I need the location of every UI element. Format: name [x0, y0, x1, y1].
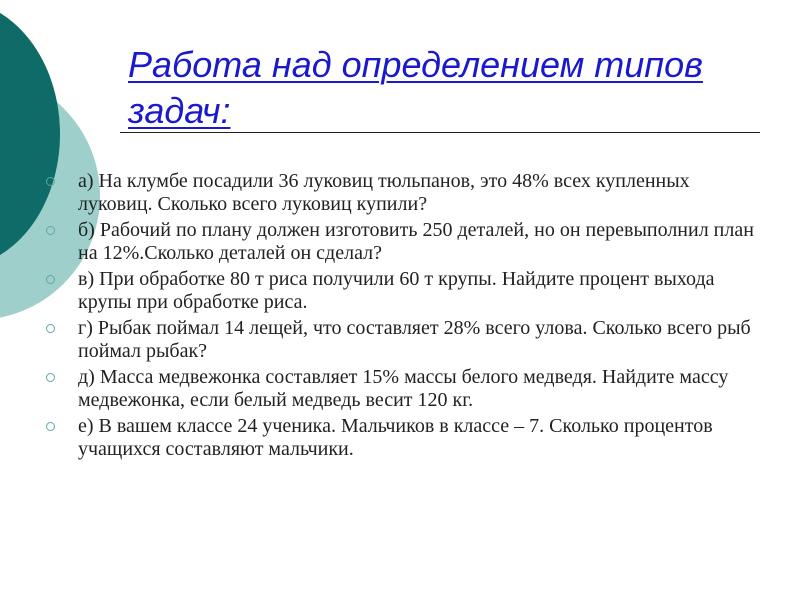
bullet-circle-icon — [46, 324, 55, 333]
list-item — [44, 415, 764, 461]
task-text: б) Рабочий по плану должен изготовить 250 деталей, но он перевыполнил план на 12%.Сколько деталей он сделал? — [78, 219, 754, 264]
list-item — [44, 170, 764, 216]
list-item — [44, 317, 764, 363]
bullet-circle-icon — [46, 226, 55, 235]
list-item — [44, 366, 764, 412]
task-text: д) Масса медвежонка составляет 15% массы белого медведя. Найдите массу медвежонка, если белый медведь весит 120 кг. — [78, 366, 729, 411]
task-text: а) На клумбе посадили 36 луковиц тюльпанов, это 48% всех купленных луковиц. Сколько всего луковиц купили? — [78, 170, 690, 215]
list-item — [44, 219, 764, 265]
bullet-circle-icon — [46, 422, 55, 431]
task-text: в) При обработке 80 т риса получили 60 т крупы. Найдите процент выхода крупы при обработке риса. — [78, 268, 715, 313]
slide-title: Работа над определением типов задач: — [128, 44, 703, 131]
task-text: е) В вашем классе 24 ученика. Мальчиков в классе – 7. Сколько процентов учащихся составляют мальчики. — [78, 415, 713, 460]
task-list — [44, 170, 764, 464]
title-divider — [120, 132, 760, 133]
bullet-circle-icon — [46, 177, 55, 186]
bullet-circle-icon — [46, 275, 55, 284]
list-item — [44, 268, 764, 314]
task-text: г) Рыбак поймал 14 лещей, что составляет 28% всего улова. Сколько всего рыб поймал рыбак? — [78, 317, 751, 362]
bullet-circle-icon — [46, 373, 55, 382]
